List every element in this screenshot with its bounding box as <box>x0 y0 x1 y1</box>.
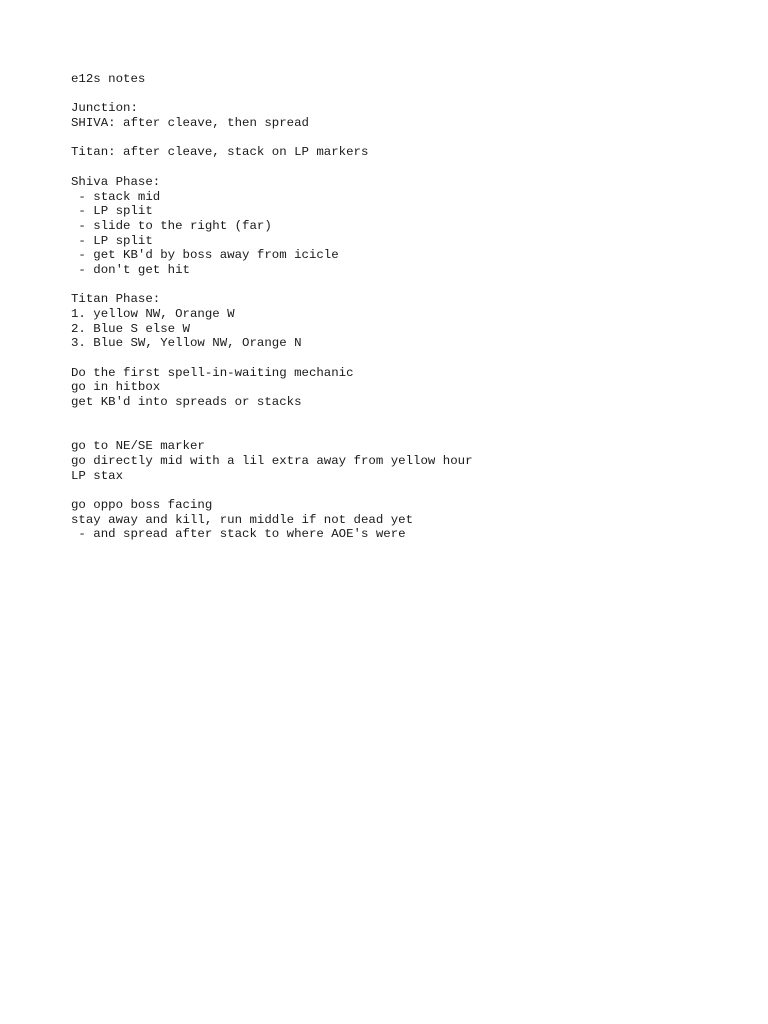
blank-line <box>71 483 731 498</box>
section-heading: Titan Phase: <box>71 292 161 307</box>
note-line: get KB'd into spreads or stacks <box>71 395 302 410</box>
list-item: 2. Blue S else W <box>71 321 190 336</box>
note-line: go in hitbox <box>71 380 161 395</box>
note-line: LP stax <box>71 468 124 483</box>
note-line: Do the first spell-in-waiting mechanic <box>71 365 354 380</box>
blank-line <box>71 425 731 440</box>
blank-line <box>71 160 731 175</box>
section-heading: Junction: <box>71 101 138 116</box>
list-item: 3. Blue SW, Yellow NW, Orange N <box>71 336 302 351</box>
list-item: 1. yellow NW, Orange W <box>71 307 235 321</box>
list-item: - slide to the right (far) <box>71 218 272 233</box>
blank-line <box>71 410 731 425</box>
document-text <box>71 72 731 542</box>
list-item: - and spread after stack to where AOE's were <box>71 527 406 542</box>
note-line: Titan: after cleave, stack on LP markers <box>71 145 369 160</box>
list-item: - LP split <box>71 204 153 219</box>
blank-line <box>71 131 731 146</box>
blank-line <box>71 87 731 102</box>
note-line: go directly mid with a lil extra away from yellow hour <box>71 453 473 468</box>
blank-line <box>71 351 731 366</box>
list-item: - get KB'd by boss away from icicle <box>71 248 339 263</box>
section-heading: Shiva Phase: <box>71 174 161 189</box>
list-item: - LP split <box>71 233 153 248</box>
blank-line <box>71 278 731 293</box>
document-title: e12s notes <box>71 72 146 86</box>
list-item: - stack mid <box>71 189 161 204</box>
list-item: - don't get hit <box>71 262 190 277</box>
note-line: go oppo boss facing <box>71 497 213 512</box>
note-line: SHIVA: after cleave, then spread <box>71 116 309 131</box>
note-line: go to NE/SE marker <box>71 439 205 454</box>
note-line: stay away and kill, run middle if not dead yet <box>71 512 414 527</box>
